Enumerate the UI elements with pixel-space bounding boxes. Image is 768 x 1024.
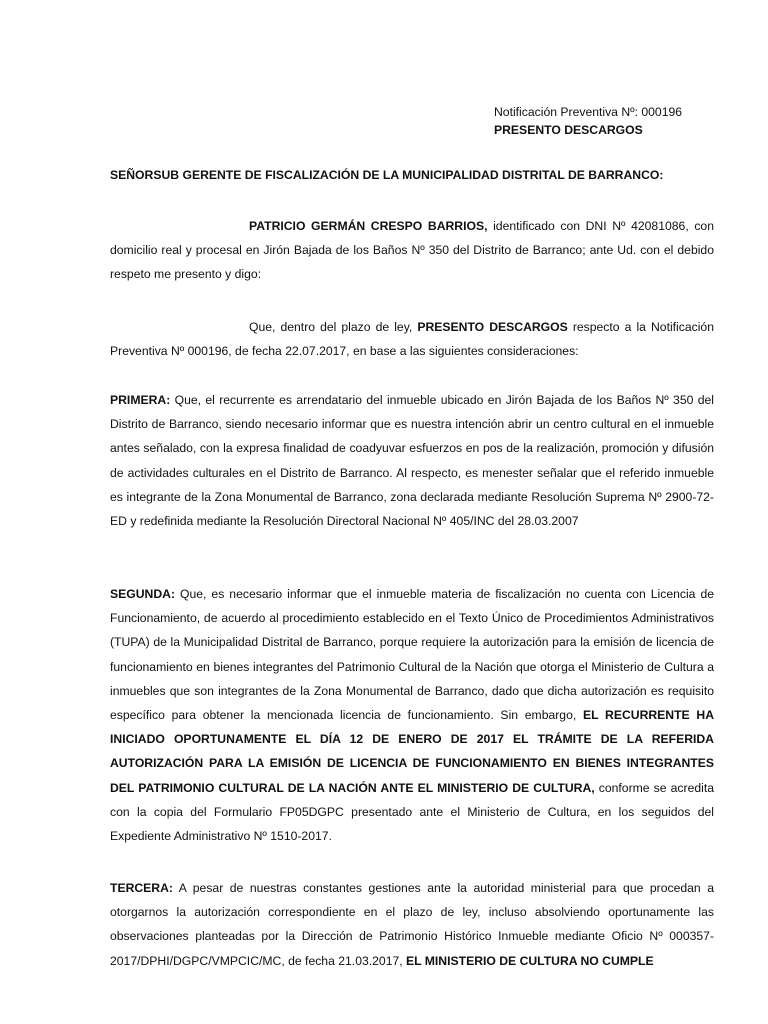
tercera-text-1: A pesar de nuestras constantes gestiones ante la autoridad ministerial para que procedan a otorgarnos la autorización correspondiente en el plazo de ley, incluso absolviendo oportunamente las observaciones planteadas por la Dirección de Patrimonio Histórico Inmueble mediante Oficio Nº 000357-2017/DPHI/DGPC/VMPCIC/MC, de fecha 21.03.2017, <box>110 881 714 968</box>
document-subject: PRESENTO DESCARGOS <box>494 123 643 137</box>
segunda-bold: EL RECURRENTE HA INICIADO OPORTUNAMENTE EL DÍA 12 DE ENERO DE 2017 EL TRÁMITE DE LA REFERIDA AUTORIZACIÓN PARA LA EMISIÓN DE LICENCIA DE FUNCIONAMIENTO EN BIENES INTEGRANTES DEL PATRIMONIO CULTURAL DE LA NACIÓN ANTE EL MINISTERIO DE CULTURA, <box>110 708 714 795</box>
reference-block <box>494 103 682 139</box>
segunda-text-2: conforme se acredita con la copia del Formulario FP05DGPC presentado ante el Ministerio de Cultura, en los seguidos del Expediente Administrativo Nº 1510-2017. <box>110 780 714 844</box>
segunda-label: SEGUNDA: <box>110 587 176 601</box>
primera-paragraph <box>110 388 714 533</box>
addressee-heading: SEÑORSUB GERENTE DE FISCALIZACIÓN DE LA MUNICIPALIDAD DISTRITAL DE BARRANCO: <box>110 168 664 182</box>
que-text-2: respecto a la Notificación Preventiva Nº 000196, de fecha 22.07.2017, en base a las siguientes consideraciones: <box>110 320 714 359</box>
segunda-text-1: Que, es necesario informar que el inmueble materia de fiscalización no cuenta con Licencia de Funcionamiento, de acuerdo al procedimiento establecido en el Texto Único de Procedimientos Administrativos (TUPA) de la Municipalidad Distrital de Barranco, porque requiere la autorización para la emisión de licencia de funcionamiento en bienes integrantes del Patrimonio Cultural de la Nación que otorga el Ministerio de Cultura a inmuebles que son integrantes de la Zona Monumental de Barranco, dado que dicha autorización es requisito específico para obtener la mencionada licencia de funcionamiento. Sin embargo, <box>110 587 714 723</box>
primera-label: PRIMERA: <box>110 393 171 407</box>
petitioner-name: PATRICIO GERMÁN CRESPO BARRIOS, <box>249 219 488 233</box>
primera-text: Que, el recurrente es arrendatario del inmueble ubicado en Jirón Bajada de los Baños Nº 350 del Distrito de Barranco, siendo necesario informar que es nuestra intención abrir un centro cultural en el inmueble antes señalado, con la expresa finalidad de coadyuvar esfuerzos en pos de la realización, promoción y difusión de actividades culturales en el Distrito de Barranco. Al respecto, es menester señalar que el referido inmueble es integrante de la Zona Monumental de Barranco, zona declarada mediante Resolución Suprema Nº 2900-72-ED y redefinida mediante la Resolución Directoral Nacional Nº 405/INC del 28.03.2007 <box>110 393 714 529</box>
que-paragraph <box>110 315 714 363</box>
que-text-1: Que, dentro del plazo de ley, <box>249 320 418 334</box>
intro-text: identificado con DNI Nº 42081086, con domicilio real y procesal en Jirón Bajada de los Baños Nº 350 del Distrito de Barranco; ante Ud. con el debido respeto me presento y digo: <box>110 219 714 282</box>
tercera-label: TERCERA: <box>110 881 173 895</box>
tercera-paragraph <box>110 876 714 973</box>
que-bold: PRESENTO DESCARGOS <box>417 320 568 334</box>
tercera-bold: EL MINISTERIO DE CULTURA NO CUMPLE <box>406 953 654 968</box>
intro-paragraph <box>110 214 714 287</box>
segunda-paragraph <box>110 582 714 848</box>
notification-reference: Notificación Preventiva Nº: 000196 <box>494 105 683 119</box>
